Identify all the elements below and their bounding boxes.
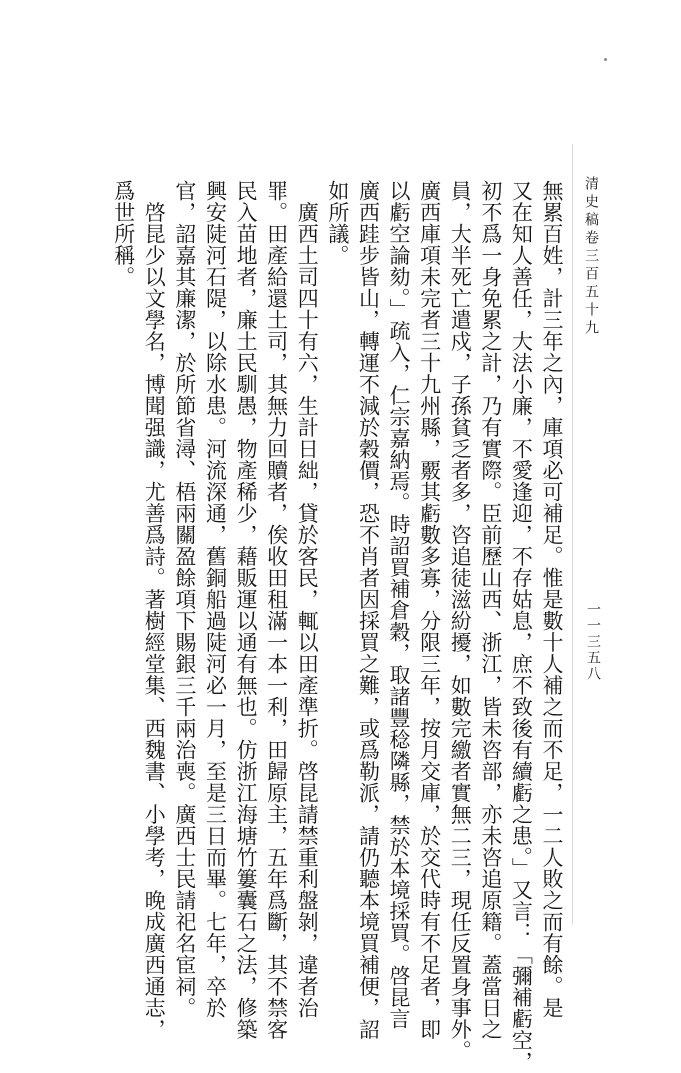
text-column: 員，大半死亡遣戍，子孫貧乏者多，咨追徒滋紛擾，如數完繳者實無二三，現任反置身事外。 bbox=[448, 180, 473, 1062]
text-column: 如所議。 bbox=[325, 180, 350, 266]
biography-text bbox=[108, 180, 567, 1073]
text-column: 興安陡河石隄，以除水患。河流深通，舊銅船過陡河必一月，至是三日而畢。七年，卒於 bbox=[203, 180, 228, 1019]
text-column: 民入苗地者，廉土民馴愚，物產稀少，藉販運以通有無也。仿浙江海塘竹簍囊石之法，修築 bbox=[234, 180, 259, 1040]
text-column: 廣西土司四十有六，生計日絀，貸於客民，輒以田產準折。啓昆請禁重利盤剝，違者治 bbox=[295, 180, 320, 1019]
text-column: 又在知人善任，大法小廉，不愛逢迎，不存姑息，庶不致後有續虧之患。」又言：「彌補虧空， bbox=[509, 180, 534, 1073]
text-column: 初不爲一身免累之計，乃有實際。臣前歷山西、浙江，皆未咨部，亦未咨追原籍。蓋當日之 bbox=[478, 180, 503, 1040]
text-column: 廣西庫項未完者三十九州縣，覈其虧數多寡，分限三年，按月交庫，於交代時有不足者，即 bbox=[417, 180, 442, 1040]
faint-margin-line bbox=[572, 144, 573, 924]
page-number: 一一三五八 bbox=[585, 602, 601, 682]
text-column: 官，詔嘉其廉潔，於所節省潯、梧兩關盈餘項下賜銀三千兩治喪。廣西士民請祀名宦祠。 bbox=[172, 180, 197, 1019]
text-column: 爲世所稱。 bbox=[111, 180, 136, 288]
text-column: 以虧空論劾。」疏入，仁宗嘉納焉。時詔買補倉穀，取諸豐稔隣縣，禁於本境採買。啓昆言 bbox=[387, 180, 412, 1030]
scan-speck bbox=[604, 58, 607, 61]
text-column: 無累百姓，計三年之內，庫項必可補足。惟是數十人補之而不足，一二人敗之而有餘。是 bbox=[540, 180, 564, 1019]
text-column: 廣西跬步皆山，轉運不減於穀價，恐不肖者因採買之難，或爲勒派，請仍聽本境買補便，詔 bbox=[356, 180, 381, 1040]
text-column: 罪。田產給還土司，其無力回贖者，俟收田租滿一本一利，田歸原主，五年爲斷，其不禁客 bbox=[264, 180, 289, 1040]
book-title: 清史稿卷三百五十九 bbox=[583, 176, 599, 338]
text-column: 啓昆少以文學名，博聞强識，尤善爲詩。著樹經堂集、西魏書、小學考，晚成廣西通志， bbox=[142, 180, 167, 1040]
